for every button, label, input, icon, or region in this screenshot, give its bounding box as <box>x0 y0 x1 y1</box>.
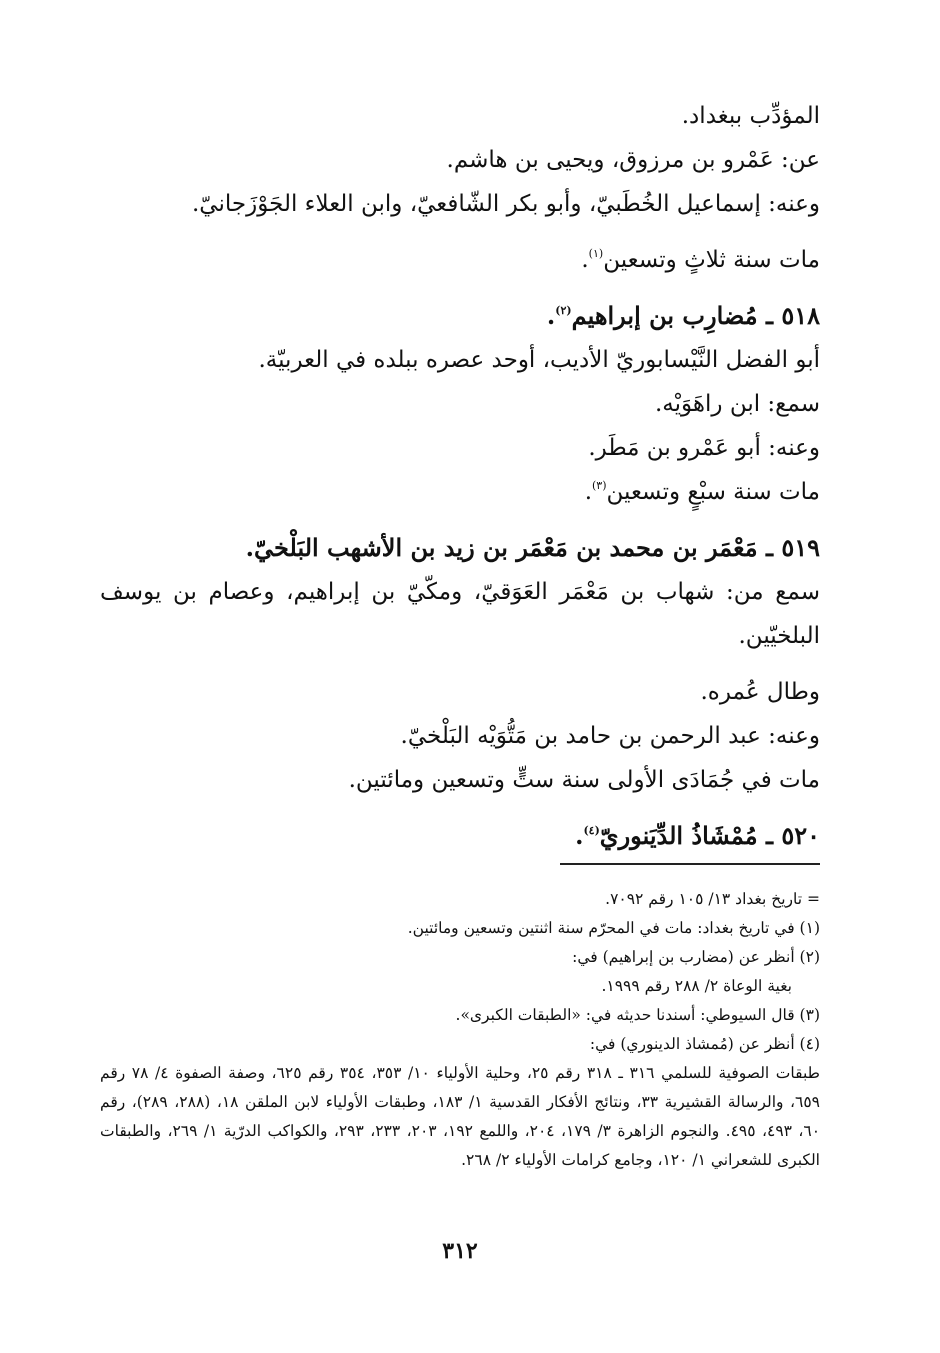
entry-name: مُضارِب بن إبراهيم <box>571 301 758 330</box>
text-span: . <box>584 479 592 505</box>
footnote-continuation: بغية الوعاة ٢/ ٢٨٨ رقم ١٩٩٩. <box>601 977 792 995</box>
footnote-ref: (١) <box>588 247 604 260</box>
text-line <box>100 238 820 282</box>
text-span: . <box>546 301 556 330</box>
text-line: أبو الفضل النَّيْسابوريّ الأديب، أوحد عصره ببلده في العربيّة. <box>258 347 820 373</box>
footnote: (١) في تاريخ بغداد: مات في المحرّم سنة اثنتين وتسعين ومائتين. <box>407 919 820 937</box>
text-line: عن: عَمْرو بن مرزوق، ويحيى بن هاشم. <box>446 147 820 173</box>
footnotes <box>100 885 820 1175</box>
entry-heading-518 <box>100 294 820 338</box>
entry-number: ٥١٨ ـ <box>765 301 820 330</box>
main-text <box>100 94 820 858</box>
text-span: . <box>575 821 584 850</box>
text-span: مات سنة سبْعٍ وتسعين <box>606 479 820 505</box>
text-line: وطال عُمره. <box>700 679 820 705</box>
entry-number: ٥٢٠ ـ <box>765 821 820 850</box>
text-span: مات سنة ثلاثٍ وتسعين <box>603 247 820 273</box>
footnote-ref: (٢) <box>555 304 572 317</box>
footnote: (٤) أنظر عن (مُمشاذ الدينوري) في: <box>589 1035 820 1053</box>
book-page <box>100 0 820 1353</box>
footnote-divider <box>560 863 820 865</box>
footnote-ref: (٣) <box>592 479 607 492</box>
page-number: ٣١٢ <box>442 1238 478 1264</box>
entry-name: مُمْشَاذُ الدِّيَنوريّ <box>599 821 758 850</box>
text-line: وعنه: إسماعيل الخُطَبيّ، وأبو بكر الشّافعيّ، وابن العلاء الجَوْزَجانيّ. <box>192 191 820 217</box>
text-line <box>100 470 820 514</box>
text-line: سمع: ابن راهَوَيْه. <box>654 391 820 417</box>
footnote: = تاريخ بغداد ١٣/ ١٠٥ رقم ٧٠٩٢. <box>605 890 820 908</box>
footnote: (٣) قال السيوطي: أسندنا حديثه في: «الطبقات الكبرى». <box>455 1006 820 1024</box>
text-line: المؤدِّب ببغداد. <box>681 103 820 129</box>
text-line: مات في جُمَادَى الأولى سنة ستٍّ وتسعين ومائتين. <box>348 767 820 793</box>
entry-heading-520 <box>100 814 820 858</box>
footnote-ref: (٤) <box>583 824 600 837</box>
text-line: وعنه: أبو عَمْرو بن مَطَر. <box>588 435 820 461</box>
footnote-continuation: طبقات الصوفية للسلمي ٣١٦ ـ ٣١٨ رقم ٢٥، وحلية الأولياء ١٠/ ٣٥٣، ٣٥٤ رقم ٦٢٥، وصفة الصفوة ٤/ ٧٨ رقم ٦٥٩، والرسالة القشيرية ٣٣، ونتائج الأفكار القدسية ١/ ١٨٣، وطبقات الأولياء لابن الملقن ١٨، (٢٨٨، ٢٨٩)، رقم ٦٠، ٤٩٣، ٤٩٥. والنجوم الزاهرة ٣/ ١٧٩، ٢٠٤، واللمع ١٩٢، ٢٠٣، ٢٣٣، ٢٩٣، والكواكب الدرّية ١/ ٢٦٩، والطبقات الكبرى للشعراني ١/ ١٢٠، وجامع كرامات الأولياء ٢/ ٢٦٨. <box>100 1064 821 1169</box>
entry-number: ٥١٩ ـ <box>765 533 820 562</box>
text-line: وعنه: عبد الرحمن بن حامد بن مَتُّوَيْه البَلْخيّ. <box>400 723 820 749</box>
text-span: . <box>581 247 589 273</box>
footnote: (٢) أنظر عن (مضارب بن إبراهيم) في: <box>572 948 820 966</box>
entry-heading-519 <box>100 526 820 570</box>
text-line: سمع من: شهاب بن مَعْمَر العَوَقيّ، ومكّيّ بن إبراهيم، وعصام بن يوسف البلخيّين. <box>100 579 820 649</box>
entry-name: مَعْمَر بن محمد بن مَعْمَر بن زيد بن الأشهب البَلْخيّ. <box>245 533 758 562</box>
